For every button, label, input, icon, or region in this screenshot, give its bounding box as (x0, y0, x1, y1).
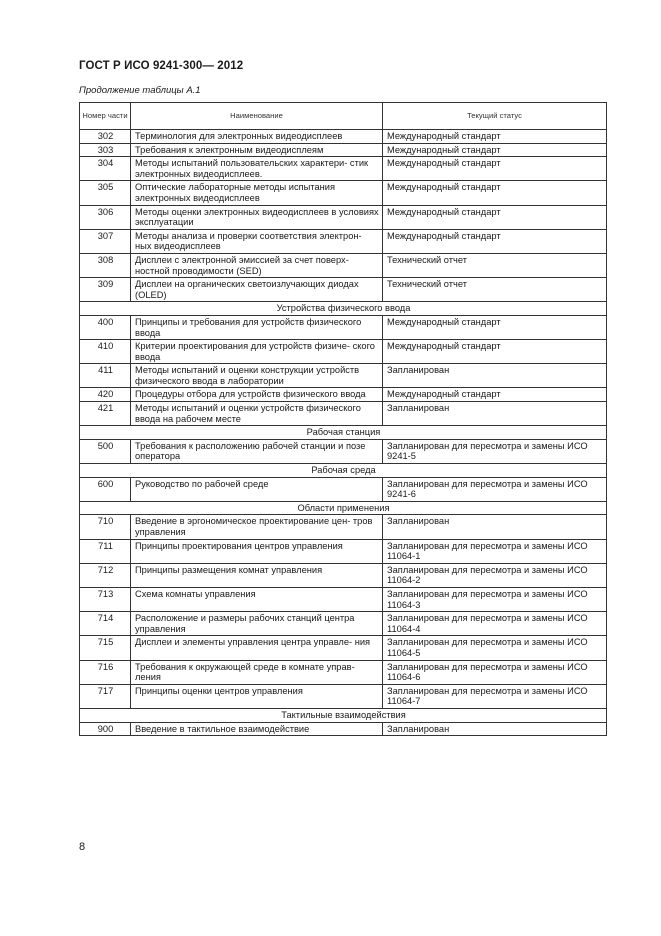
part-number-cell: 714 (80, 612, 131, 636)
part-name-cell: Оптические лабораторные методы испытания электронных видеодисплеев (131, 181, 383, 205)
table-row (80, 278, 607, 302)
part-name-cell: Дисплеи с электронной эмиссией за счет поверх- ностной проводимости (SED) (131, 253, 383, 277)
section-row (80, 464, 607, 478)
status-cell: Запланирован для пересмотра и замены ИСО 9241-5 (383, 439, 607, 463)
table-row (80, 364, 607, 388)
table-row (80, 587, 607, 611)
status-cell: Международный стандарт (383, 205, 607, 229)
section-title: Тактильные взаимодействия (80, 708, 607, 722)
part-number-cell: 717 (80, 684, 131, 708)
part-name-cell: Расположение и размеры рабочих станций центра управления (131, 612, 383, 636)
part-name-cell: Схема комнаты управления (131, 587, 383, 611)
part-name-cell: Терминология для электронных видеодисплеев (131, 130, 383, 144)
part-name-cell: Методы анализа и проверки соответствия электрон- ных видеодисплеев (131, 229, 383, 253)
section-row (80, 302, 607, 316)
status-cell: Запланирован для пересмотра и замены ИСО 11064-5 (383, 636, 607, 660)
section-title: Области применения (80, 501, 607, 515)
status-cell: Международный стандарт (383, 388, 607, 402)
status-cell: Запланирован (383, 515, 607, 539)
table-header-row (80, 103, 607, 130)
status-cell: Международный стандарт (383, 130, 607, 144)
status-cell: Международный стандарт (383, 143, 607, 157)
part-name-cell: Методы испытаний и оценки конструкции устройств физического ввода в лаборатории (131, 364, 383, 388)
column-header-part-number: Номер части (80, 103, 131, 130)
status-cell: Запланирован для пересмотра и замены ИСО 11064-4 (383, 612, 607, 636)
table-row (80, 636, 607, 660)
part-number-cell: 711 (80, 539, 131, 563)
table-row (80, 130, 607, 144)
section-row (80, 426, 607, 440)
column-header-status: Текущий статус (383, 103, 607, 130)
status-cell: Технический отчет (383, 278, 607, 302)
part-number-cell: 716 (80, 660, 131, 684)
part-number-cell: 712 (80, 563, 131, 587)
part-name-cell: Требования к расположению рабочей станции и позе оператора (131, 439, 383, 463)
table-row (80, 315, 607, 339)
part-number-cell: 400 (80, 315, 131, 339)
part-number-cell: 421 (80, 402, 131, 426)
part-number-cell: 306 (80, 205, 131, 229)
part-number-cell: 713 (80, 587, 131, 611)
status-cell: Технический отчет (383, 253, 607, 277)
part-number-cell: 500 (80, 439, 131, 463)
status-cell: Запланирован для пересмотра и замены ИСО 11064-1 (383, 539, 607, 563)
table-row (80, 539, 607, 563)
section-title: Рабочая среда (80, 464, 607, 478)
part-number-cell: 900 (80, 722, 131, 736)
status-cell: Международный стандарт (383, 181, 607, 205)
part-name-cell: Дисплеи на органических светоизлучающих диодах (OLED) (131, 278, 383, 302)
section-title: Устройства физического ввода (80, 302, 607, 316)
part-name-cell: Дисплеи и элементы управления центра управле- ния (131, 636, 383, 660)
part-number-cell: 600 (80, 477, 131, 501)
status-cell: Международный стандарт (383, 157, 607, 181)
part-name-cell: Руководство по рабочей среде (131, 477, 383, 501)
part-name-cell: Процедуры отбора для устройств физического ввода (131, 388, 383, 402)
part-number-cell: 302 (80, 130, 131, 144)
part-name-cell: Методы испытаний пользовательских характери- стик электронных видеодисплеев. (131, 157, 383, 181)
table-row (80, 253, 607, 277)
part-number-cell: 307 (80, 229, 131, 253)
table-row (80, 722, 607, 736)
table-row (80, 181, 607, 205)
table-row (80, 402, 607, 426)
table-row (80, 660, 607, 684)
part-number-cell: 715 (80, 636, 131, 660)
part-name-cell: Критерии проектирования для устройств физиче- ского ввода (131, 340, 383, 364)
part-name-cell: Введение в эргономическое проектирование цен- тров управления (131, 515, 383, 539)
part-name-cell: Введение в тактильное взаимодействие (131, 722, 383, 736)
section-title: Рабочая станция (80, 426, 607, 440)
status-cell: Международный стандарт (383, 229, 607, 253)
status-cell: Запланирован для пересмотра и замены ИСО 11064-6 (383, 660, 607, 684)
part-number-cell: 305 (80, 181, 131, 205)
part-number-cell: 303 (80, 143, 131, 157)
part-name-cell: Требования к электронным видеодисплеям (131, 143, 383, 157)
table-row (80, 439, 607, 463)
table-row (80, 388, 607, 402)
table-row (80, 563, 607, 587)
status-cell: Запланирован (383, 722, 607, 736)
status-cell: Запланирован для пересмотра и замены ИСО 9241-6 (383, 477, 607, 501)
part-name-cell: Принципы размещения комнат управления (131, 563, 383, 587)
part-number-cell: 304 (80, 157, 131, 181)
part-number-cell: 309 (80, 278, 131, 302)
table-row (80, 612, 607, 636)
standards-table (79, 102, 607, 736)
part-name-cell: Принципы и требования для устройств физического ввода (131, 315, 383, 339)
table-row (80, 205, 607, 229)
section-row (80, 708, 607, 722)
table-row (80, 340, 607, 364)
table-row (80, 684, 607, 708)
status-cell: Запланирован для пересмотра и замены ИСО 11064-7 (383, 684, 607, 708)
table-row (80, 157, 607, 181)
status-cell: Запланирован для пересмотра и замены ИСО 11064-2 (383, 563, 607, 587)
part-number-cell: 411 (80, 364, 131, 388)
part-number-cell: 420 (80, 388, 131, 402)
part-number-cell: 308 (80, 253, 131, 277)
status-cell: Запланирован (383, 364, 607, 388)
status-cell: Международный стандарт (383, 315, 607, 339)
status-cell: Запланирован (383, 402, 607, 426)
status-cell: Запланирован для пересмотра и замены ИСО 11064-3 (383, 587, 607, 611)
part-name-cell: Методы испытаний и оценки устройств физического ввода на рабочем месте (131, 402, 383, 426)
table-body (80, 130, 607, 736)
status-cell: Международный стандарт (383, 340, 607, 364)
table-caption: Продолжение таблицы А.1 (79, 85, 201, 96)
part-name-cell: Принципы проектирования центров управления (131, 539, 383, 563)
part-name-cell: Принципы оценки центров управления (131, 684, 383, 708)
part-number-cell: 710 (80, 515, 131, 539)
table-row (80, 143, 607, 157)
part-name-cell: Требования к окружающей среде в комнате управ- ления (131, 660, 383, 684)
table-row (80, 515, 607, 539)
section-row (80, 501, 607, 515)
page-number: 8 (79, 841, 86, 853)
part-name-cell: Методы оценки электронных видеодисплеев в условиях эксплуатации (131, 205, 383, 229)
table-row (80, 477, 607, 501)
column-header-name: Наименование (131, 103, 383, 130)
part-number-cell: 410 (80, 340, 131, 364)
table-row (80, 229, 607, 253)
document-title: ГОСТ Р ИСО 9241-300— 2012 (79, 60, 244, 72)
